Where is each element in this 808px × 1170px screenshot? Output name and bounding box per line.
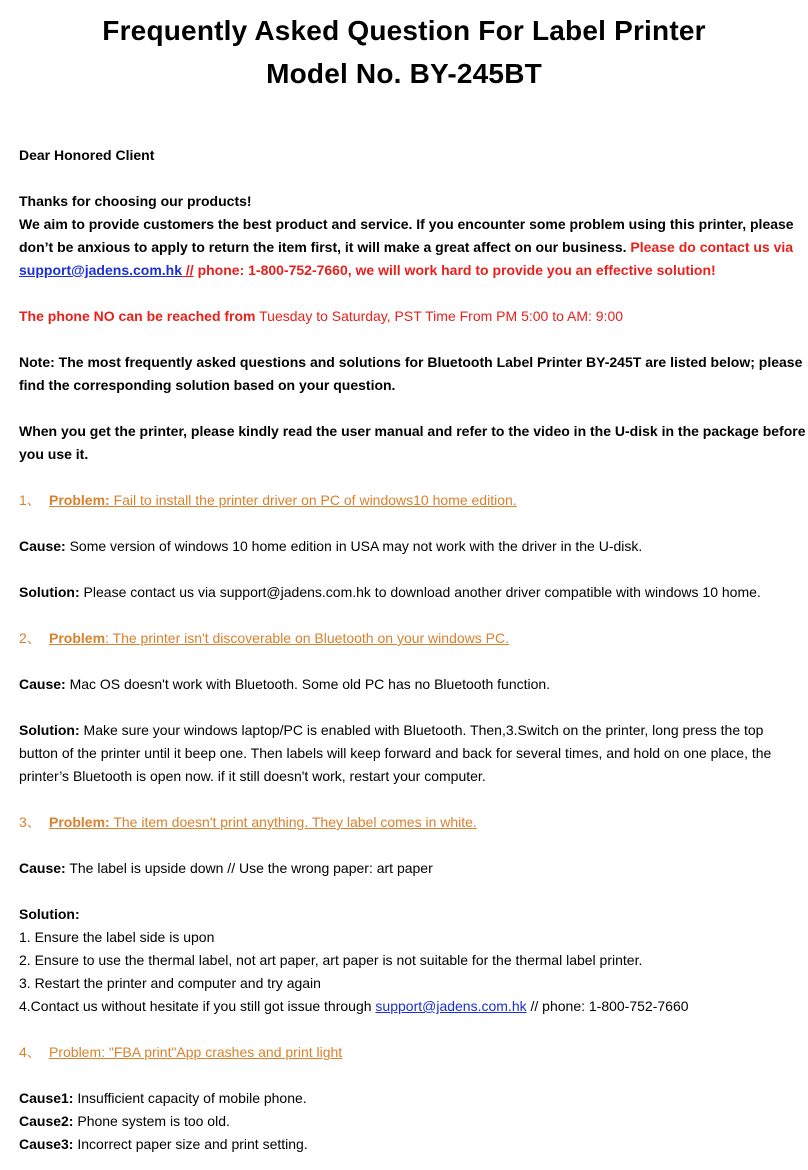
intro-plain: don’t be anxious to apply to return the item first, it will make a great affect on our business. <box>19 239 627 255</box>
intro-slash: // <box>182 262 194 278</box>
note-line-2: find the corresponding solution based on your question. <box>19 377 396 393</box>
faq-3-problem-text: The item doesn't print anything. They label comes in white. <box>109 814 477 830</box>
intro-line-1: We aim to provide customers the best product and service. If you encounter some problem using this printer, please <box>19 216 794 232</box>
faq-1-problem <box>19 489 794 512</box>
faq-4-cause-3 <box>19 1133 794 1156</box>
faq-4-cause-2-label: Cause2: <box>19 1113 74 1129</box>
intro-line-3 <box>19 259 794 282</box>
faq-4-problem <box>19 1041 794 1064</box>
faq-4-cause-3-text: Incorrect paper size and print setting. <box>73 1136 308 1152</box>
intro-contact: Please do contact us via <box>626 239 794 255</box>
faq-3-step-4-text: 4.Contact us without hesitate if you still got issue through <box>19 998 376 1014</box>
faq-1-cause-text: Some version of windows 10 home edition in USA may not work with the driver in the U-disk. <box>65 538 643 554</box>
faq-2-cause <box>19 673 794 696</box>
document-title: Frequently Asked Question For Label Printer <box>102 15 706 46</box>
faq-4-cause-3-label: Cause3: <box>19 1136 74 1152</box>
faq-1-cause <box>19 535 794 558</box>
faq-3-step-4 <box>19 995 794 1018</box>
faq-2-problem-text: : The printer isn't discoverable on Bluetooth on your windows PC. <box>105 630 509 646</box>
faq-2-cause-text: Mac OS doesn't work with Bluetooth. Some old PC has no Bluetooth function. <box>65 676 551 692</box>
faq-1-number: 1、 <box>19 492 41 508</box>
faq-3-number: 3、 <box>19 814 41 830</box>
faq-1-cause-label: Cause: <box>19 538 66 554</box>
faq-3-step-1: 1. Ensure the label side is upon <box>19 929 215 945</box>
phone-hours-value: Tuesday to Saturday, PST Time From PM 5:00 to AM: 9:00 <box>255 308 624 324</box>
manual-line-1: When you get the printer, please kindly read the user manual and refer to the video in the U-disk in the package before <box>19 423 806 439</box>
faq-3-cause-text: The label is upside down // Use the wrong paper: art paper <box>65 860 433 876</box>
faq-4-cause-1-text: Insufficient capacity of mobile phone. <box>73 1090 307 1106</box>
faq-4-cause-2 <box>19 1110 794 1133</box>
intro-phone: phone: 1-800-752-7660, we will work hard to provide you an effective solution! <box>193 262 716 278</box>
document-subtitle: Model No. BY-245BT <box>266 58 542 89</box>
thanks-line: Thanks for choosing our products! <box>19 193 252 209</box>
faq-3-problem <box>19 811 794 834</box>
faq-2-solution-line-1 <box>19 719 794 742</box>
faq-3-step-4-phone: // phone: 1-800-752-7660 <box>526 998 689 1014</box>
faq-4-cause-1 <box>19 1087 794 1110</box>
note-line-1: Note: The most frequently asked questions and solutions for Bluetooth Label Printer BY-245T are listed below; please <box>19 354 803 370</box>
faq-3-cause-label: Cause: <box>19 860 66 876</box>
faq-1-problem-text: Fail to install the printer driver on PC of windows10 home edition. <box>109 492 517 508</box>
faq-2-solution-label: Solution: <box>19 722 80 738</box>
faq-4-cause-1-label: Cause1: <box>19 1090 74 1106</box>
phone-hours <box>19 305 794 328</box>
support-email-link[interactable]: support@jadens.com.hk <box>19 262 183 278</box>
faq-3-cause <box>19 857 794 880</box>
faq-4-number: 4、 <box>19 1044 41 1060</box>
faq-1-solution-text: Please contact us via support@jadens.com.hk to download another driver compatible with windows 10 home. <box>79 584 761 600</box>
greeting: Dear Honored Client <box>19 147 155 163</box>
faq-4-problem-text: Problem: "FBA print"App crashes and print light <box>49 1044 343 1060</box>
phone-hours-label: The phone NO can be reached from <box>19 308 256 324</box>
faq-3-problem-label: Problem: <box>49 814 110 830</box>
faq-3-step-3: 3. Restart the printer and computer and try again <box>19 975 321 991</box>
faq-2-solution-line-3: printer’s Bluetooth is open now. if it still doesn't work, restart your computer. <box>19 768 486 784</box>
faq-1-solution-label: Solution: <box>19 584 80 600</box>
faq-2-solution-text-1: Make sure your windows laptop/PC is enabled with Bluetooth. Then,3.Switch on the printer, long press the top <box>79 722 764 738</box>
faq-1-problem-label: Problem: <box>49 492 110 508</box>
faq-3-step-2: 2. Ensure to use the thermal label, not art paper, art paper is not suitable for the thermal label printer. <box>19 952 643 968</box>
faq-3-support-email-link[interactable]: support@jadens.com.hk <box>375 998 527 1014</box>
faq-4-cause-2-text: Phone system is too old. <box>73 1113 230 1129</box>
faq-2-problem-label: Problem <box>49 630 106 646</box>
faq-2-number: 2、 <box>19 630 41 646</box>
faq-3-solution-label: Solution: <box>19 906 80 922</box>
intro-line-2 <box>19 236 794 259</box>
manual-line-2: you use it. <box>19 446 89 462</box>
faq-2-solution-line-2: button of the printer until it beep one. Then labels will keep forward and back for several times, and hold on one place, the <box>19 745 772 761</box>
faq-1-solution <box>19 581 794 604</box>
faq-2-problem <box>19 627 794 650</box>
faq-2-cause-label: Cause: <box>19 676 66 692</box>
